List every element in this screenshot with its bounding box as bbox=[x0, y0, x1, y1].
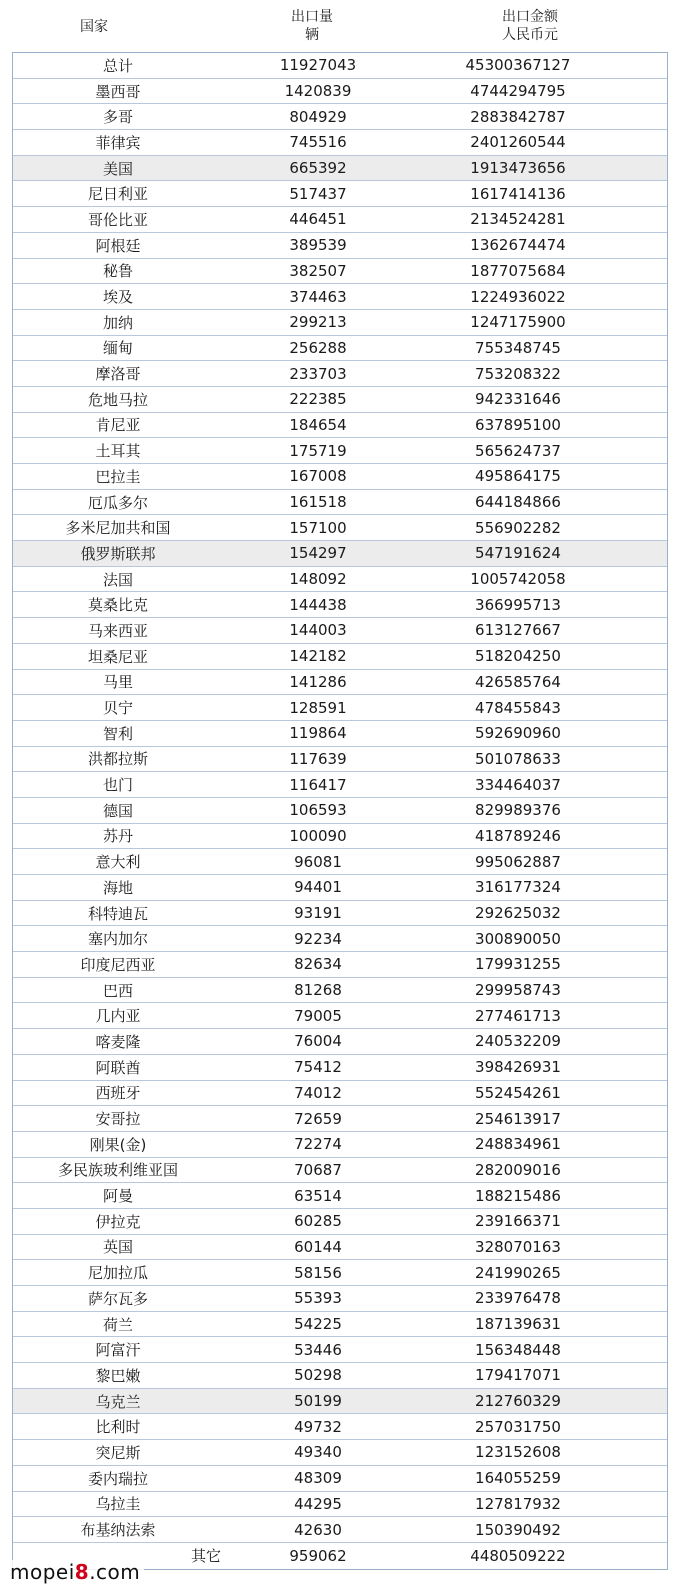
country-cell: 伊拉克 bbox=[95, 1212, 141, 1231]
country-cell: 印度尼西亚 bbox=[80, 955, 156, 974]
quantity-cell: 745516 bbox=[289, 133, 347, 152]
amount-cell: 45300367127 bbox=[465, 56, 571, 75]
table-row bbox=[13, 952, 667, 978]
amount-cell: 755348745 bbox=[475, 338, 561, 357]
country-cell: 多米尼加共和国 bbox=[65, 519, 171, 538]
table-row bbox=[13, 772, 667, 798]
quantity-cell: 82634 bbox=[294, 955, 342, 974]
table-row bbox=[13, 618, 667, 644]
amount-cell: 292625032 bbox=[475, 904, 561, 923]
quantity-cell: 374463 bbox=[289, 287, 347, 306]
amount-cell: 150390492 bbox=[475, 1520, 561, 1539]
quantity-cell: 49340 bbox=[294, 1443, 342, 1462]
amount-cell: 552454261 bbox=[475, 1083, 561, 1102]
header-amount bbox=[470, 8, 590, 44]
amount-cell: 1362674474 bbox=[470, 236, 566, 255]
amount-cell: 2883842787 bbox=[470, 107, 566, 126]
watermark-suffix: .com bbox=[89, 1560, 141, 1584]
country-cell: 马来西亚 bbox=[87, 621, 148, 640]
country-cell: 厄瓜多尔 bbox=[87, 493, 148, 512]
country-cell: 莫桑比克 bbox=[87, 596, 148, 615]
country-cell: 俄罗斯联邦 bbox=[80, 544, 156, 563]
amount-cell: 829989376 bbox=[475, 801, 561, 820]
country-cell: 乌拉圭 bbox=[95, 1495, 141, 1514]
quantity-cell: 665392 bbox=[289, 159, 347, 178]
quantity-cell: 94401 bbox=[294, 878, 342, 897]
country-cell: 尼加拉瓜 bbox=[87, 1264, 148, 1283]
amount-cell: 4480509222 bbox=[470, 1546, 566, 1565]
table-row bbox=[13, 104, 667, 130]
table-row bbox=[13, 824, 667, 850]
table-row bbox=[13, 1183, 667, 1209]
country-cell: 加纳 bbox=[102, 313, 133, 332]
quantity-cell: 1420839 bbox=[284, 82, 352, 101]
country-cell: 缅甸 bbox=[102, 339, 133, 358]
quantity-cell: 167008 bbox=[289, 467, 347, 486]
watermark-prefix: mopei bbox=[10, 1560, 75, 1584]
country-cell: 委内瑞拉 bbox=[87, 1469, 148, 1488]
header-quantity-unit: 辆 bbox=[305, 27, 319, 43]
table-row bbox=[13, 1235, 667, 1261]
table-row bbox=[13, 1492, 667, 1518]
country-cell: 马里 bbox=[102, 673, 133, 692]
country-cell: 海地 bbox=[102, 878, 133, 897]
table-row bbox=[13, 1286, 667, 1312]
country-cell: 安哥拉 bbox=[95, 1110, 141, 1129]
quantity-cell: 53446 bbox=[294, 1340, 342, 1359]
amount-cell: 187139631 bbox=[475, 1315, 561, 1334]
country-cell: 巴西 bbox=[102, 981, 133, 1000]
country-cell: 美国 bbox=[102, 159, 133, 178]
country-cell: 布基纳法索 bbox=[80, 1521, 156, 1540]
amount-cell: 556902282 bbox=[475, 518, 561, 537]
country-cell: 科特迪瓦 bbox=[87, 904, 148, 923]
country-cell: 英国 bbox=[102, 1238, 133, 1257]
quantity-cell: 446451 bbox=[289, 210, 347, 229]
country-cell: 总计 bbox=[102, 56, 133, 75]
quantity-cell: 141286 bbox=[289, 672, 347, 691]
amount-cell: 418789246 bbox=[475, 826, 561, 845]
watermark bbox=[6, 1560, 144, 1584]
amount-cell: 164055259 bbox=[475, 1469, 561, 1488]
table-row bbox=[13, 541, 667, 567]
amount-cell: 240532209 bbox=[475, 1032, 561, 1051]
amount-cell: 257031750 bbox=[475, 1417, 561, 1436]
amount-cell: 212760329 bbox=[475, 1392, 561, 1411]
country-cell: 多民族玻利维亚国 bbox=[57, 1161, 178, 1180]
country-cell: 哥伦比亚 bbox=[87, 210, 148, 229]
table-row bbox=[13, 284, 667, 310]
table-row bbox=[13, 798, 667, 824]
country-cell: 阿联酋 bbox=[95, 1058, 141, 1077]
table-row bbox=[13, 1029, 667, 1055]
amount-cell: 179931255 bbox=[475, 955, 561, 974]
amount-cell: 254613917 bbox=[475, 1109, 561, 1128]
amount-cell: 565624737 bbox=[475, 441, 561, 460]
table-row bbox=[13, 644, 667, 670]
country-cell: 德国 bbox=[102, 801, 133, 820]
country-cell: 比利时 bbox=[95, 1418, 141, 1437]
quantity-cell: 92234 bbox=[294, 929, 342, 948]
amount-cell: 334464037 bbox=[475, 775, 561, 794]
quantity-cell: 175719 bbox=[289, 441, 347, 460]
quantity-cell: 154297 bbox=[289, 544, 347, 563]
country-cell: 萨尔瓦多 bbox=[87, 1289, 148, 1308]
table-row bbox=[13, 207, 667, 233]
table-row bbox=[13, 875, 667, 901]
table-row bbox=[13, 1209, 667, 1235]
amount-cell: 188215486 bbox=[475, 1186, 561, 1205]
quantity-cell: 60285 bbox=[294, 1212, 342, 1231]
table-row bbox=[13, 53, 667, 79]
country-cell: 墨西哥 bbox=[95, 82, 141, 101]
country-cell: 洪都拉斯 bbox=[87, 750, 148, 769]
amount-cell: 637895100 bbox=[475, 415, 561, 434]
quantity-cell: 72274 bbox=[294, 1135, 342, 1154]
country-cell: 法国 bbox=[102, 570, 133, 589]
table-row bbox=[13, 1466, 667, 1492]
table-row bbox=[13, 1081, 667, 1107]
quantity-cell: 58156 bbox=[294, 1263, 342, 1282]
quantity-cell: 50199 bbox=[294, 1392, 342, 1411]
quantity-cell: 79005 bbox=[294, 1006, 342, 1025]
quantity-cell: 144438 bbox=[289, 595, 347, 614]
table-row bbox=[13, 849, 667, 875]
country-cell: 塞内加尔 bbox=[87, 930, 148, 949]
table-row bbox=[13, 721, 667, 747]
amount-cell: 300890050 bbox=[475, 929, 561, 948]
country-cell: 西班牙 bbox=[95, 1084, 141, 1103]
table-row bbox=[13, 438, 667, 464]
amount-cell: 2134524281 bbox=[470, 210, 566, 229]
country-cell: 尼日利亚 bbox=[87, 185, 148, 204]
country-cell: 秘鲁 bbox=[102, 262, 133, 281]
export-table bbox=[12, 52, 668, 1570]
table-row bbox=[13, 1363, 667, 1389]
quantity-cell: 517437 bbox=[289, 184, 347, 203]
table-row bbox=[13, 1055, 667, 1081]
table-row bbox=[13, 1260, 667, 1286]
table-row bbox=[13, 79, 667, 105]
country-cell: 意大利 bbox=[95, 853, 141, 872]
quantity-cell: 299213 bbox=[289, 313, 347, 332]
amount-cell: 1913473656 bbox=[470, 159, 566, 178]
table-row bbox=[13, 1003, 667, 1029]
country-cell: 多哥 bbox=[102, 108, 133, 127]
header-quantity-label: 出口量 bbox=[291, 9, 333, 25]
amount-cell: 328070163 bbox=[475, 1237, 561, 1256]
quantity-cell: 76004 bbox=[294, 1032, 342, 1051]
country-cell: 荷兰 bbox=[102, 1315, 133, 1334]
amount-cell: 248834961 bbox=[475, 1135, 561, 1154]
quantity-cell: 100090 bbox=[289, 826, 347, 845]
amount-cell: 277461713 bbox=[475, 1006, 561, 1025]
table-row bbox=[13, 413, 667, 439]
amount-cell: 753208322 bbox=[475, 364, 561, 383]
table-row bbox=[13, 336, 667, 362]
amount-cell: 398426931 bbox=[475, 1058, 561, 1077]
amount-cell: 501078633 bbox=[475, 749, 561, 768]
amount-cell: 518204250 bbox=[475, 647, 561, 666]
table-row bbox=[13, 747, 667, 773]
country-cell: 其它 bbox=[190, 1547, 221, 1566]
country-cell: 肯尼亚 bbox=[95, 416, 141, 435]
table-row bbox=[13, 1132, 667, 1158]
header-quantity bbox=[272, 8, 352, 44]
amount-cell: 1877075684 bbox=[470, 261, 566, 280]
table-header bbox=[0, 0, 700, 52]
amount-cell: 1224936022 bbox=[470, 287, 566, 306]
amount-cell: 233976478 bbox=[475, 1289, 561, 1308]
amount-cell: 4744294795 bbox=[470, 82, 566, 101]
country-cell: 摩洛哥 bbox=[95, 365, 141, 384]
table-row bbox=[13, 181, 667, 207]
header-amount-unit: 人民币元 bbox=[502, 27, 558, 43]
quantity-cell: 106593 bbox=[289, 801, 347, 820]
quantity-cell: 117639 bbox=[289, 749, 347, 768]
quantity-cell: 389539 bbox=[289, 236, 347, 255]
table-row bbox=[13, 1106, 667, 1132]
table-row bbox=[13, 1337, 667, 1363]
country-cell: 几内亚 bbox=[95, 1007, 141, 1026]
quantity-cell: 142182 bbox=[289, 647, 347, 666]
table-row bbox=[13, 670, 667, 696]
table-row bbox=[13, 695, 667, 721]
quantity-cell: 157100 bbox=[289, 518, 347, 537]
quantity-cell: 144003 bbox=[289, 621, 347, 640]
table-row bbox=[13, 310, 667, 336]
quantity-cell: 184654 bbox=[289, 415, 347, 434]
table-row bbox=[13, 387, 667, 413]
country-cell: 突尼斯 bbox=[95, 1443, 141, 1462]
quantity-cell: 959062 bbox=[289, 1546, 347, 1565]
quantity-cell: 93191 bbox=[294, 904, 342, 923]
quantity-cell: 72659 bbox=[294, 1109, 342, 1128]
quantity-cell: 233703 bbox=[289, 364, 347, 383]
country-cell: 阿富汗 bbox=[95, 1341, 141, 1360]
amount-cell: 426585764 bbox=[475, 672, 561, 691]
quantity-cell: 75412 bbox=[294, 1058, 342, 1077]
amount-cell: 942331646 bbox=[475, 390, 561, 409]
amount-cell: 478455843 bbox=[475, 698, 561, 717]
amount-cell: 366995713 bbox=[475, 595, 561, 614]
amount-cell: 299958743 bbox=[475, 981, 561, 1000]
quantity-cell: 119864 bbox=[289, 724, 347, 743]
country-cell: 苏丹 bbox=[102, 827, 133, 846]
amount-cell: 644184866 bbox=[475, 493, 561, 512]
amount-cell: 995062887 bbox=[475, 852, 561, 871]
quantity-cell: 804929 bbox=[289, 107, 347, 126]
country-cell: 阿根廷 bbox=[95, 236, 141, 255]
table-row bbox=[13, 490, 667, 516]
quantity-cell: 148092 bbox=[289, 570, 347, 589]
quantity-cell: 382507 bbox=[289, 261, 347, 280]
country-cell: 刚果(金) bbox=[89, 1135, 147, 1154]
table-row bbox=[13, 1312, 667, 1338]
table-row bbox=[13, 156, 667, 182]
country-cell: 贝宁 bbox=[102, 699, 133, 718]
table-row bbox=[13, 978, 667, 1004]
quantity-cell: 49732 bbox=[294, 1417, 342, 1436]
country-cell: 土耳其 bbox=[95, 442, 141, 461]
quantity-cell: 256288 bbox=[289, 338, 347, 357]
table-row bbox=[13, 130, 667, 156]
quantity-cell: 222385 bbox=[289, 390, 347, 409]
country-cell: 喀麦隆 bbox=[95, 1032, 141, 1051]
header-amount-label: 出口金额 bbox=[502, 9, 558, 25]
amount-cell: 127817932 bbox=[475, 1494, 561, 1513]
quantity-cell: 48309 bbox=[294, 1469, 342, 1488]
amount-cell: 1617414136 bbox=[470, 184, 566, 203]
quantity-cell: 70687 bbox=[294, 1160, 342, 1179]
table-row bbox=[13, 1158, 667, 1184]
quantity-cell: 96081 bbox=[294, 852, 342, 871]
quantity-cell: 161518 bbox=[289, 493, 347, 512]
amount-cell: 495864175 bbox=[475, 467, 561, 486]
quantity-cell: 74012 bbox=[294, 1083, 342, 1102]
amount-cell: 123152608 bbox=[475, 1443, 561, 1462]
country-cell: 乌克兰 bbox=[95, 1392, 141, 1411]
table-row bbox=[13, 1517, 667, 1543]
quantity-cell: 128591 bbox=[289, 698, 347, 717]
quantity-cell: 11927043 bbox=[279, 56, 357, 75]
country-cell: 黎巴嫩 bbox=[95, 1366, 141, 1385]
country-cell: 菲律宾 bbox=[95, 133, 141, 152]
header-country bbox=[80, 18, 108, 36]
table-row bbox=[13, 233, 667, 259]
country-cell: 阿曼 bbox=[102, 1187, 133, 1206]
quantity-cell: 116417 bbox=[289, 775, 347, 794]
amount-cell: 239166371 bbox=[475, 1212, 561, 1231]
amount-cell: 179417071 bbox=[475, 1366, 561, 1385]
amount-cell: 592690960 bbox=[475, 724, 561, 743]
quantity-cell: 44295 bbox=[294, 1494, 342, 1513]
country-cell: 巴拉圭 bbox=[95, 467, 141, 486]
watermark-red: 8 bbox=[74, 1560, 90, 1584]
country-cell: 智利 bbox=[102, 724, 133, 743]
table-row bbox=[13, 901, 667, 927]
amount-cell: 282009016 bbox=[475, 1160, 561, 1179]
table-row bbox=[13, 592, 667, 618]
country-cell: 危地马拉 bbox=[87, 390, 148, 409]
table-row bbox=[13, 1440, 667, 1466]
table-row bbox=[13, 926, 667, 952]
country-cell: 埃及 bbox=[102, 288, 133, 307]
quantity-cell: 50298 bbox=[294, 1366, 342, 1385]
amount-cell: 2401260544 bbox=[470, 133, 566, 152]
table-row bbox=[13, 1389, 667, 1415]
amount-cell: 316177324 bbox=[475, 878, 561, 897]
country-cell: 坦桑尼亚 bbox=[87, 647, 148, 666]
amount-cell: 547191624 bbox=[475, 544, 561, 563]
table-row bbox=[13, 1414, 667, 1440]
quantity-cell: 42630 bbox=[294, 1520, 342, 1539]
amount-cell: 241990265 bbox=[475, 1263, 561, 1282]
table-row bbox=[13, 464, 667, 490]
quantity-cell: 54225 bbox=[294, 1315, 342, 1334]
amount-cell: 1005742058 bbox=[470, 570, 566, 589]
amount-cell: 156348448 bbox=[475, 1340, 561, 1359]
quantity-cell: 63514 bbox=[294, 1186, 342, 1205]
table-row bbox=[13, 515, 667, 541]
header-country-label: 国家 bbox=[80, 19, 108, 35]
country-cell: 也门 bbox=[102, 776, 133, 795]
table-row bbox=[13, 259, 667, 285]
table-row bbox=[13, 361, 667, 387]
quantity-cell: 55393 bbox=[294, 1289, 342, 1308]
quantity-cell: 81268 bbox=[294, 981, 342, 1000]
table-row bbox=[13, 567, 667, 593]
amount-cell: 1247175900 bbox=[470, 313, 566, 332]
amount-cell: 613127667 bbox=[475, 621, 561, 640]
quantity-cell: 60144 bbox=[294, 1237, 342, 1256]
